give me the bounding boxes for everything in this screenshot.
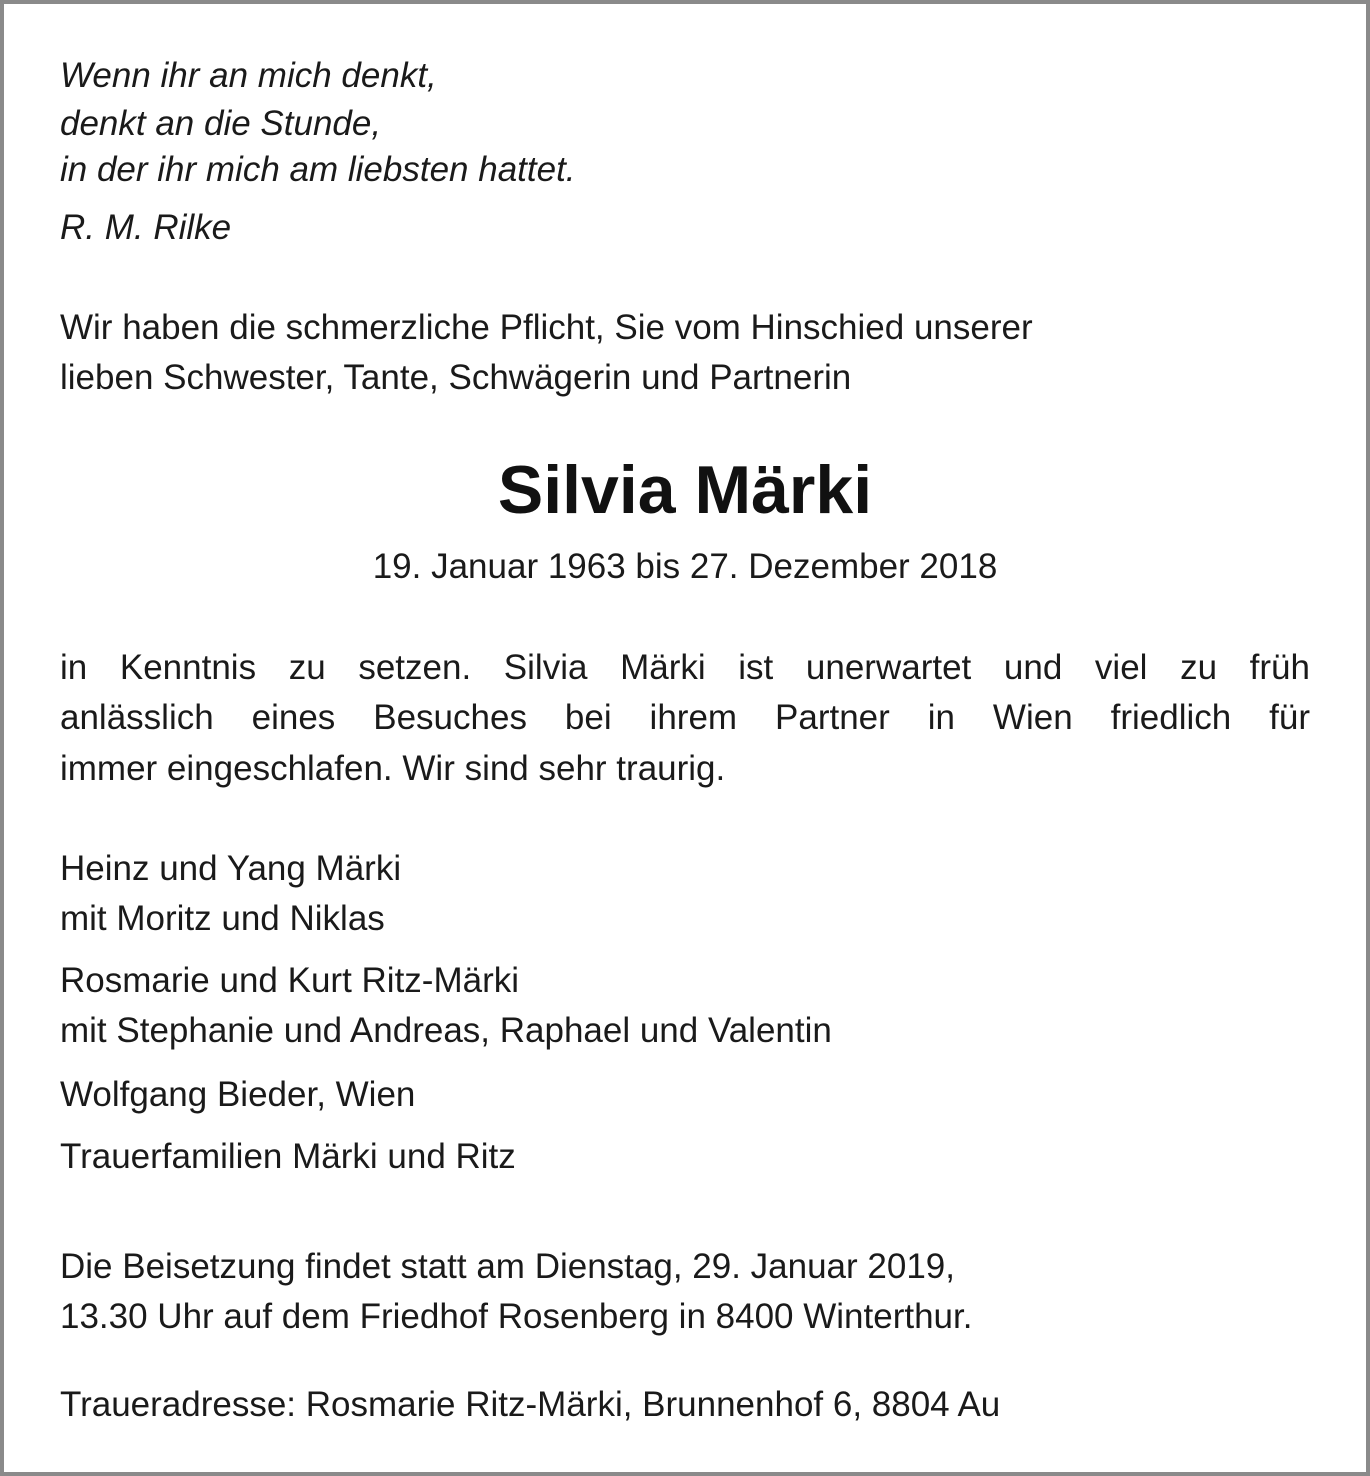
- mourner-partner: Wolfgang Bieder, Wien: [60, 1075, 416, 1114]
- poem-line-3: in der ihr mich am liebsten hattet.: [60, 150, 576, 189]
- mourner-family-2-line-1: Rosmarie und Kurt Ritz-Märki: [60, 961, 519, 1000]
- life-dates: 19. Januar 1963 bis 27. Dezember 2018: [372, 547, 998, 586]
- intro-line-1: Wir haben die schmerzliche Pflicht, Sie vom Hinschied unserer: [60, 308, 1033, 347]
- mourner-family-2-line-2: mit Stephanie und Andreas, Raphael und Valentin: [60, 1011, 832, 1050]
- mourner-family-1-line-2: mit Moritz und Niklas: [60, 899, 385, 938]
- poem-line-1: Wenn ihr an mich denkt,: [60, 56, 437, 95]
- mourner-family-1-line-1: Heinz und Yang Märki: [60, 849, 402, 888]
- poem-line-2: denkt an die Stunde,: [60, 104, 382, 143]
- intro-line-2: lieben Schwester, Tante, Schwägerin und Partnerin: [60, 358, 852, 397]
- poem-author: R. M. Rilke: [60, 208, 232, 247]
- deceased-name: Silvia Märki: [497, 452, 873, 528]
- funeral-line-1: Die Beisetzung findet statt am Dienstag, 29. Januar 2019,: [60, 1247, 955, 1286]
- message-line-3: immer eingeschlafen. Wir sind sehr traurig.: [60, 749, 726, 788]
- funeral-line-2: 13.30 Uhr auf dem Friedhof Rosenberg in 8400 Winterthur.: [60, 1297, 973, 1336]
- message-line-2: anlässlich eines Besuches bei ihrem Partner in Wien friedlich für: [60, 698, 1310, 737]
- mourning-address: Traueradresse: Rosmarie Ritz-Märki, Brunnenhof 6, 8804 Au: [60, 1385, 1001, 1424]
- message-line-1: in Kenntnis zu setzen. Silvia Märki ist unerwartet und viel zu früh: [60, 648, 1310, 687]
- mourner-families: Trauerfamilien Märki und Ritz: [60, 1137, 516, 1176]
